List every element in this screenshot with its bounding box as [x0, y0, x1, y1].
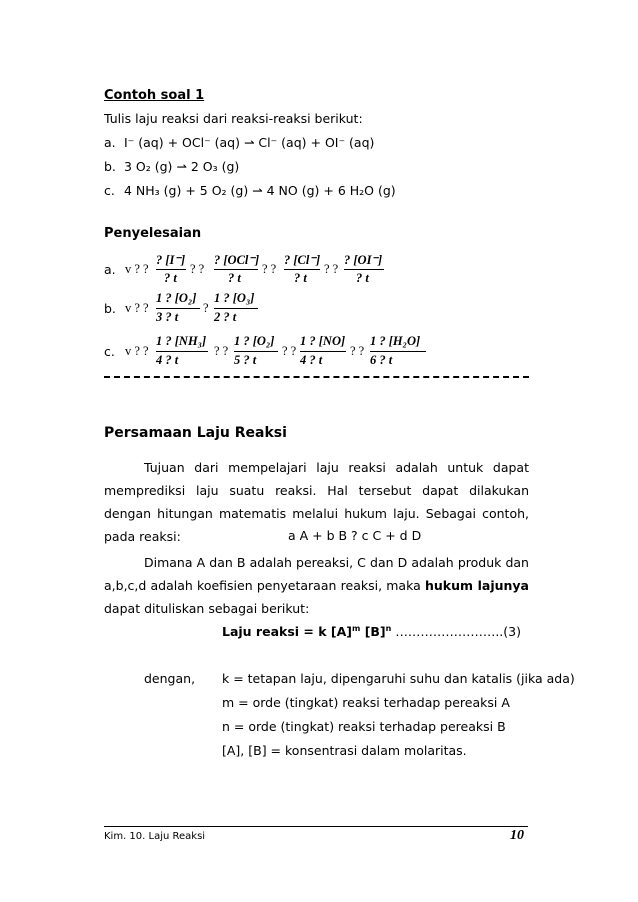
definition-m: m = orde (tingkat) reaksi terhadap pereaksi A — [222, 695, 510, 710]
rate-c-term-3-num: 1 ? [NO] — [300, 334, 346, 348]
rate-c-term-4-den: 6 ? t — [370, 353, 393, 367]
rate-a-sep-3: ? ? — [324, 262, 339, 276]
rate-a-term-1-den: ? t — [164, 271, 177, 285]
rate-a-lead: v ? ? — [125, 262, 149, 276]
rate-b-term-2-num: 1 ? [O₃] — [214, 291, 255, 305]
rate-law — [222, 624, 521, 639]
rate-b-label: b. — [104, 301, 116, 316]
rate-c-sep-3: ? ? — [350, 344, 365, 358]
example-item-a-label: a. — [104, 135, 116, 150]
rate-c-sep-2: ? ? — [282, 344, 297, 358]
paragraph-2-text-a: Dimana A dan B adalah pereaksi, C dan D adalah produk dan a,b,c,d adalah koefisien penyetaraan reaksi, maka — [104, 555, 529, 593]
rate-a-term-3-den: ? t — [294, 271, 307, 285]
rate-b-term-1-num: 1 ? [O₂] — [156, 291, 197, 305]
solution-title: Penyelesaian — [104, 226, 202, 241]
footer-rule — [104, 826, 528, 827]
rate-c-sep-1: ? ? — [214, 344, 229, 358]
rate-c-label: c. — [104, 344, 115, 359]
example-item-c-label: c. — [104, 183, 115, 198]
example-instruction: Tulis laju reaksi dari reaksi-reaksi berikut: — [104, 111, 363, 126]
rate-law-equation-number: ……………………..(3) — [391, 624, 521, 640]
paragraph-2 — [104, 551, 529, 620]
rate-b-term-1-den: 3 ? t — [156, 310, 179, 324]
rate-c-term-2-num: 1 ? [O₂] — [234, 334, 275, 348]
example-item-c: 4 NH₃ (g) + 5 O₂ (g) ⇀ 4 NO (g) + 6 H₂O (g) — [124, 183, 396, 198]
rate-a-term-2-num: ? [OCl⁻] — [214, 253, 260, 267]
rate-b-lead: v ? ? — [125, 301, 149, 315]
paragraph-2-text-b: dapat dituliskan sebagai berikut: — [104, 601, 310, 616]
rate-law-exp-m: m — [352, 624, 361, 633]
definition-k: k = tetapan laju, dipengaruhi suhu dan katalis (jika ada) — [222, 671, 575, 686]
rate-law-label: Laju reaksi = k [A] — [222, 624, 352, 640]
paragraph-1-text: Tujuan dari mempelajari laju reaksi adalah untuk dapat memprediksi laju suatu reaksi. Hal tersebut dapat dilakukan dengan hitungan matematis melalui hukum laju. Sebagai contoh, pada reaksi: — [104, 460, 529, 544]
rate-law-exp-n: n — [385, 624, 392, 633]
definition-concentration: [A], [B] = konsentrasi dalam molaritas. — [222, 743, 467, 758]
rate-c-term-4-num: 1 ? [H₂O] — [370, 334, 421, 348]
rate-a-term-2-den: ? t — [228, 271, 241, 285]
example-item-b: 3 O₂ (g) ⇀ 2 O₃ (g) — [124, 159, 240, 174]
rate-c-term-1-num: 1 ? [NH₃] — [156, 334, 207, 348]
rate-c-term-3-den: 4 ? t — [300, 353, 323, 367]
definition-n: n = orde (tingkat) reaksi terhadap pereaksi B — [222, 719, 506, 734]
rate-b-sep-1: ? — [203, 301, 209, 315]
paragraph-2-bold: hukum lajunya — [424, 578, 529, 593]
rate-a-sep-1: ? ? — [190, 262, 205, 276]
rate-a-term-3-num: ? [Cl⁻] — [284, 253, 321, 267]
rate-a-term-1-num: ? [I⁻] — [156, 253, 186, 267]
rate-c-term-1-den: 4 ? t — [156, 353, 179, 367]
general-reaction: a A + b B ? c C + d D — [288, 528, 422, 543]
rate-a-label: a. — [104, 262, 116, 277]
footer-left: Kim. 10. Laju Reaksi — [104, 831, 206, 842]
dashed-divider — [104, 376, 529, 378]
rate-c-lead: v ? ? — [125, 344, 149, 358]
example-item-a: I⁻ (aq) + OCl⁻ (aq) ⇀ Cl⁻ (aq) + OI⁻ (aq) — [124, 135, 375, 150]
rate-a-term-4-num: ? [OI⁻] — [344, 253, 383, 267]
example-item-b-label: b. — [104, 159, 116, 174]
rate-b-term-2-den: 2 ? t — [214, 310, 237, 324]
rate-a-term-4-den: ? t — [356, 271, 369, 285]
example-title: Contoh soal 1 — [104, 88, 205, 103]
section-title: Persamaan Laju Reaksi — [104, 425, 287, 441]
rate-law-mid: [B] — [360, 624, 386, 640]
rate-a-sep-2: ? ? — [262, 262, 277, 276]
with-label: dengan, — [144, 671, 196, 686]
page-number: 10 — [510, 828, 524, 843]
rate-c-term-2-den: 5 ? t — [234, 353, 257, 367]
